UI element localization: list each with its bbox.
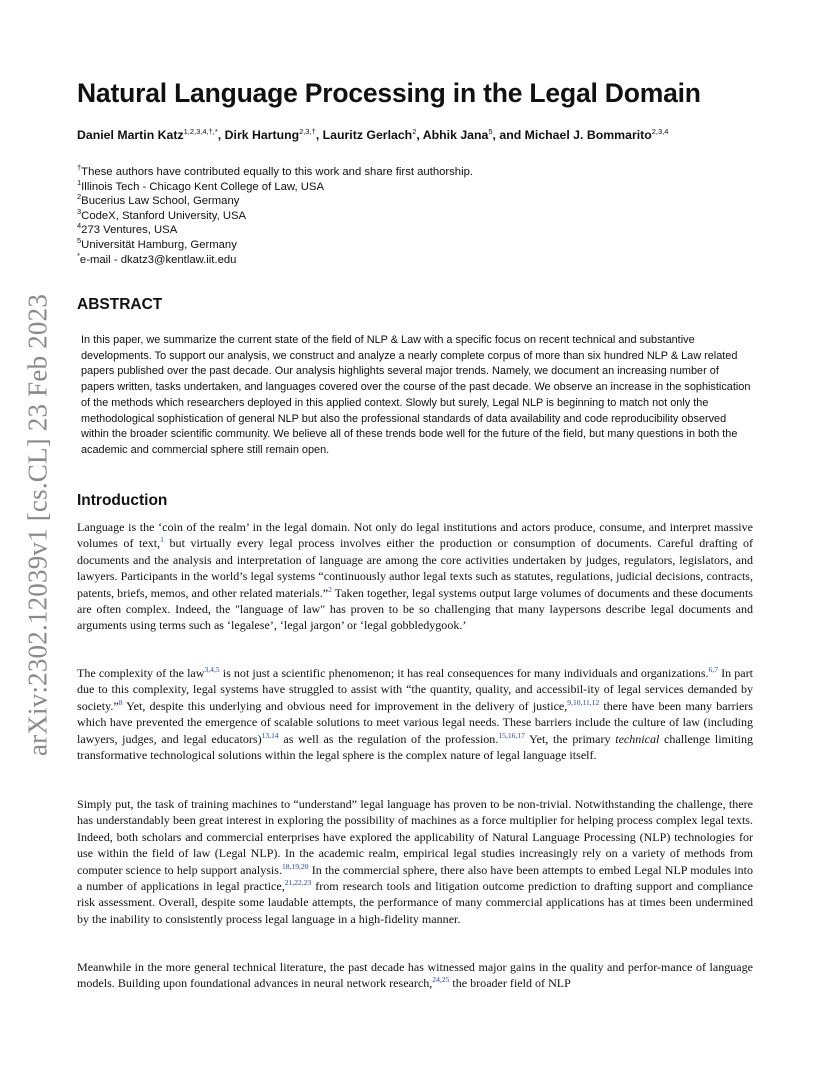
author-name: Dirk Hartung	[224, 128, 300, 142]
author-name: Daniel Martin Katz	[77, 128, 184, 142]
affiliation-line	[77, 206, 777, 224]
introduction-heading: Introduction	[77, 492, 168, 509]
paper-title: Natural Language Processing in the Legal Domain	[77, 78, 701, 108]
affiliation-line	[77, 177, 777, 195]
paragraph-text: Language is the ‘coin of the realm’ in the legal domain. Not only do legal institutions and actors produce, consume, and interpret massive volumes of text,	[77, 520, 753, 551]
citation-ref: 9,10,11,12	[567, 697, 600, 707]
citation-ref: 21,22,23	[284, 878, 312, 888]
arxiv-identifier-stamp	[18, 290, 58, 760]
affiliation-text: 273 Ventures, USA	[81, 224, 178, 237]
intro-paragraph	[77, 959, 753, 992]
author-list	[77, 128, 777, 142]
citation-ref: 3,4,5	[204, 665, 220, 674]
affiliation-line	[77, 165, 777, 180]
citation-ref: 24,25	[432, 975, 450, 985]
affiliation-mark: †	[77, 163, 82, 172]
intro-paragraph	[77, 796, 753, 927]
author-name: Lauritz Gerlach	[322, 128, 413, 142]
affiliation-text: Bucerius Law School, Germany	[81, 195, 240, 208]
affiliation-text: Illinois Tech - Chicago Kent College of Law, USA	[81, 180, 324, 193]
abstract-text: In this paper, we summarize the current state of the field of NLP & Law with a specific focus on recent technical and substantive developments. To support our analysis, we construct and analyze a nearly complete corpus of more than six hundred NLP & Law related papers published over the past decade. Our analysis highlights several major trends. Namely, we document an increasing number of papers written, tasks undertaken, and languages covered over the course of the past decade. We observe an increase in the sophistication of the methods which researchers deployed in this applied context. Slowly but surely, Legal NLP is beginning to match not only the methodological sophistication of general NLP but also the professional standards of data availability and code reproducibility observed within the broader scientific community. We believe all of these trends bode well for the future of the field, but many questions in both the academic and commercial sphere still remain open.	[81, 334, 751, 456]
paragraph-text: as well as the regulation of the profession.	[278, 731, 499, 746]
paragraph-text: from research tools and litigation outcome prediction to drafting support and compliance risk assessment. Overall, despite some laudable attempts, the performance of many commercial applications has at times been undermined by the inability to consistently process legal language in a high-fidelity manner.	[77, 879, 754, 926]
paragraph-text: In the commercial sphere, there also have been attempts to embed Legal NLP modules into a number of applications in legal practice,	[77, 862, 753, 894]
intro-paragraph	[77, 519, 753, 634]
author-affiliation-marks: 1,2,3,4,†,*	[183, 127, 218, 136]
affiliation-mark: 2	[77, 192, 82, 202]
paragraph-text: is not just a scientific phenomenon; it has real consequences for many individuals and organizations.	[219, 666, 709, 680]
affiliation-text: These authors have contributed equally to this work and share first authorship.	[81, 166, 474, 178]
affiliation-mark: 1	[77, 177, 82, 187]
author-separator: , and	[492, 128, 525, 142]
intro-paragraph	[77, 665, 753, 763]
paragraph-text: Yet, despite this underlying and obvious need for improvement in the delivery of justice,	[122, 698, 568, 713]
author-separator: ,	[217, 128, 225, 142]
author-name: Abhik Jana	[422, 128, 489, 142]
author-affiliation-marks: 2,3,4	[651, 127, 669, 136]
affiliation-text: CodeX, Stanford University, USA	[81, 209, 247, 222]
author-name: Michael J. Bommarito	[524, 128, 652, 142]
emphasized-text: technical	[615, 731, 660, 746]
affiliation-line	[77, 250, 777, 268]
affiliation-list	[77, 165, 777, 267]
affiliation-mark: 4	[77, 221, 82, 231]
paragraph-text: the broader field of NLP	[449, 976, 571, 991]
author-separator: ,	[416, 128, 423, 142]
paragraph-text: but virtually every legal process involves either the production or consumption of documents. Careful drafting of documents and the analysis and interpretation of language are among the core activities undertaken by judges, regulators, legislators, and lawyers. Participants in the world’s legal systems “continuously author legal texts such as statutes, regulations, judicial decisions, contracts, patents, briefs, memos, and other related materials.”	[77, 536, 753, 600]
citation-ref: 18,19,20	[281, 861, 309, 871]
affiliation-text: Universität Hamburg, Germany	[81, 238, 237, 251]
author-affiliation-marks: 2,3,†	[299, 127, 316, 136]
paragraph-text: Yet, the primary	[524, 731, 616, 746]
citation-ref: 6,7	[708, 665, 719, 674]
affiliation-line	[77, 194, 777, 209]
paragraph-text: there have been many barriers which have prevented the emergence of scalable solutions to meet various legal needs. These barriers include the culture of law (including lawyers, judges, and legal educators)	[77, 698, 753, 746]
paragraph-text: Taken together, legal systems output large volumes of documents and these documents are often complex. Indeed, the "language of law" has proven to be so challenging that many laypersons describe legal documents and arguments using terms such as ‘legalese’, ‘legal jargon’ or ‘legal gobbledygook.’	[77, 585, 753, 633]
citation-ref: 2	[328, 584, 332, 594]
abstract-heading: ABSTRACT	[77, 296, 163, 313]
affiliation-line	[77, 235, 777, 253]
citation-ref: 8	[118, 697, 123, 707]
author-separator: ,	[315, 128, 323, 142]
citation-ref: 15,16,17	[498, 730, 525, 740]
arxiv-identifier-text: arXiv:2302.12039v1 [cs.CL] 23 Feb 2023	[22, 293, 53, 757]
author-affiliation-marks: 2	[412, 127, 417, 136]
affiliation-mark: *	[77, 250, 80, 260]
paragraph-text: Meanwhile in the more general technical literature, the past decade has witnessed major gains in the quality and perfor-mance of language models. Building upon foundational advances in neural network research,	[77, 960, 753, 991]
affiliation-mark: 3	[77, 206, 82, 216]
paragraph-text: The complexity of the law	[77, 666, 205, 680]
citation-ref: 13,14	[261, 730, 279, 740]
paragraph-text: In part due to this complexity, legal systems have struggled to assist with “the quantity, quality, and accessibil-ity of legal services demanded by society.”	[77, 666, 754, 713]
affiliation-line	[77, 223, 777, 238]
affiliation-mark: 5	[77, 235, 82, 245]
author-affiliation-marks: 5	[488, 127, 493, 136]
paragraph-text: challenge limiting transformative technological solutions within the legal sphere is the complex nature of legal language itself.	[77, 731, 754, 763]
paragraph-text: Simply put, the task of training machines to “understand” legal language has proven to be non-trivial. Notwithstanding the challenge, there has understandably been great interest in exploring the possibility of machines as a force multiplier for helping process complex legal texts. Indeed, both scholars and commercial enterprises have explored the applicability of Natural Language Processing (NLP) technologies for use within the field of law (Legal NLP). In the academic realm, empirical legal studies increasingly rely on a variety of methods from computer science to help support analysis.	[77, 797, 753, 877]
affiliation-text: e-mail - dkatz3@kentlaw.iit.edu	[79, 253, 237, 266]
citation-ref: 1	[160, 535, 164, 545]
